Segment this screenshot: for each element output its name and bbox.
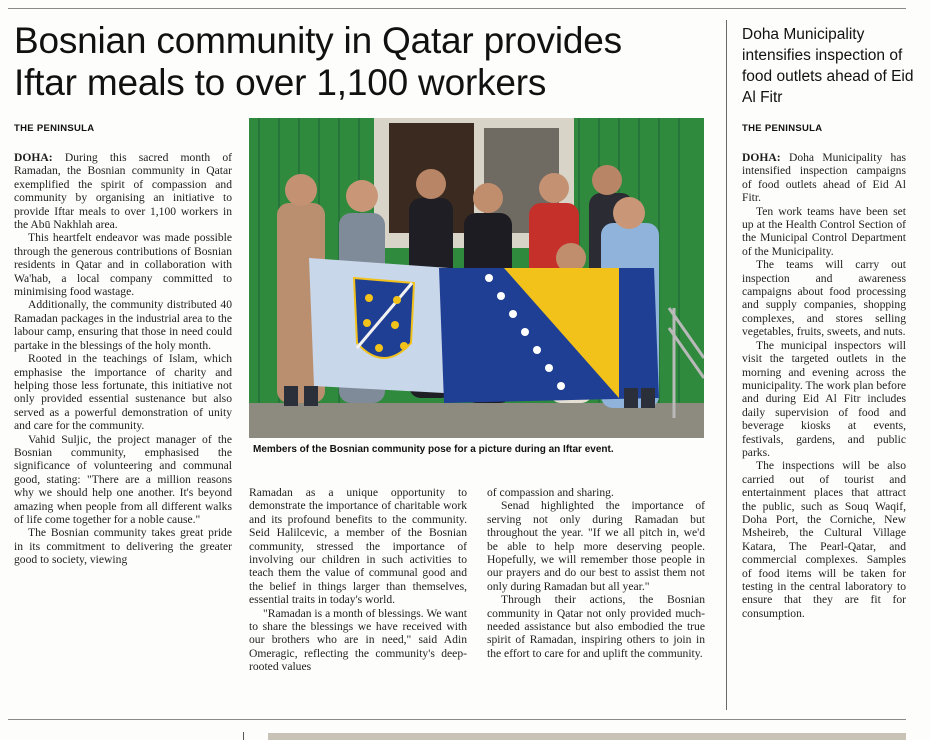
paragraph: The Bosnian community takes great pride in its commitment to delivering the greater good to society, viewing xyxy=(14,526,232,567)
dateline: DOHA: xyxy=(742,151,781,164)
paragraph: The inspections will be also carried out of tourist and entertainment places that attract the public, such as Souq Waqif, Doha Port, the Corniche, New Msheireb, the Cultural Village Katara, The Pearl-Qatar, and commercial complexes. Samples of food items will be taken for testing in the central laboratory to ensure that they are fit for consumption. xyxy=(742,459,906,620)
paragraph: The municipal inspectors will visit the targeted outlets in the morning and evening across the municipality. The work plan before and during Eid Al Fitr includes daily supervision of food and beverage kiosks at events, festivals, gardens, and public parks. xyxy=(742,338,906,459)
paragraph: Additionally, the community distributed 40 Ramadan packages in the industrial area to the labour camp, ensuring that those in need could partake in the blessings of the holy month. xyxy=(14,298,232,352)
side-headline: Doha Municipality intensifies inspection of food outlets ahead of Eid Al Fitr xyxy=(742,26,914,106)
paragraph: DOHA: Doha Municipality has intensified inspection campaigns of food outlets ahead of Eid Al Fitr. xyxy=(742,151,906,205)
paragraph: of compassion and sharing. xyxy=(487,486,614,499)
paragraph: This heartfelt endeavor was made possible through the generous contributions of Bosnian residents in Qatar and in collaboration with Wa'hab, a local company committed to minimising food wastage. xyxy=(14,231,232,299)
paragraph: Rooted in the teachings of Islam, which emphasise the importance of charity and helping those less fortunate, this initiative not only provided essential sustenance but also served as a powerful demonstration of unity and care for the community. xyxy=(14,352,232,433)
paragraph: "Ramadan is a month of blessings. We want to share the blessings we have received with our brothers who are in need," said Adin Omeragic, reflecting the community's deep-rooted values xyxy=(249,606,467,674)
side-column xyxy=(742,151,906,620)
main-column-1 xyxy=(14,151,232,567)
photo-caption: Members of the Bosnian community pose for a picture during an Iftar event. xyxy=(253,444,614,455)
headline-line-2: Iftar meals to over 1,100 workers xyxy=(14,62,547,103)
photo-illustration xyxy=(249,118,704,438)
column-divider xyxy=(726,20,727,710)
main-column-3 xyxy=(487,486,705,660)
main-headline xyxy=(14,20,714,104)
dateline: DOHA: xyxy=(14,151,53,164)
top-rule xyxy=(8,8,906,9)
paragraph: Senad highlighted the importance of serving not only during Ramadan but throughout the year. "If we all pitch in, we'd be able to help more deserving people. Hopefully, we will remember those people in our prayers and do our best to assist them not only during Ramadan but all year." xyxy=(487,499,705,593)
side-byline: THE PENINSULA xyxy=(742,123,823,134)
next-photo-strip xyxy=(268,733,906,740)
paragraph: Ten work teams have been set up at the Health Control Section of the Municipal Control Department of the Municipality. xyxy=(742,204,906,258)
paragraph: Vahid Suljic, the project manager of the Bosnian community, emphasised the significance of volunteering and communal good, stating: "There are a million reasons why we should help one another. It's beyond amazing when people from all different walks of life come together for a noble cause." xyxy=(14,432,232,526)
main-byline: THE PENINSULA xyxy=(14,123,95,134)
event-photo xyxy=(249,118,704,438)
headline-line-1: Bosnian community in Qatar provides xyxy=(14,20,622,61)
main-column-2 xyxy=(249,486,467,674)
paragraph: Through their actions, the Bosnian community in Qatar not only provided much-needed assistance but also embodied the true spirit of Ramadan, inspiring others to join in the effort to care for and uplift the community. xyxy=(487,593,705,660)
bottom-rule xyxy=(8,719,906,720)
paragraph: The teams will carry out inspection and awareness campaigns about food processing and supply companies, shopping complexes, and stores selling vegetables, fruits, sweets, and nuts. xyxy=(742,258,906,339)
bottom-tick xyxy=(243,732,244,740)
paragraph: Ramadan as a unique opportunity to demonstrate the importance of charitable work and its profound benefits to the community. Seid Halilcevic, a member of the Bosnian community, stressed the importance of involving our children in such activities to teach them the value of communal good and the belief in things larger than themselves, essential traits in today's world. xyxy=(249,486,467,607)
paragraph: DOHA: During this sacred month of Ramadan, the Bosnian community in Qatar exemplified the spirit of compassion and community by organising an initiative to provide Iftar meals to over 1,100 workers in the Abū Nakhlah area. xyxy=(14,151,232,232)
